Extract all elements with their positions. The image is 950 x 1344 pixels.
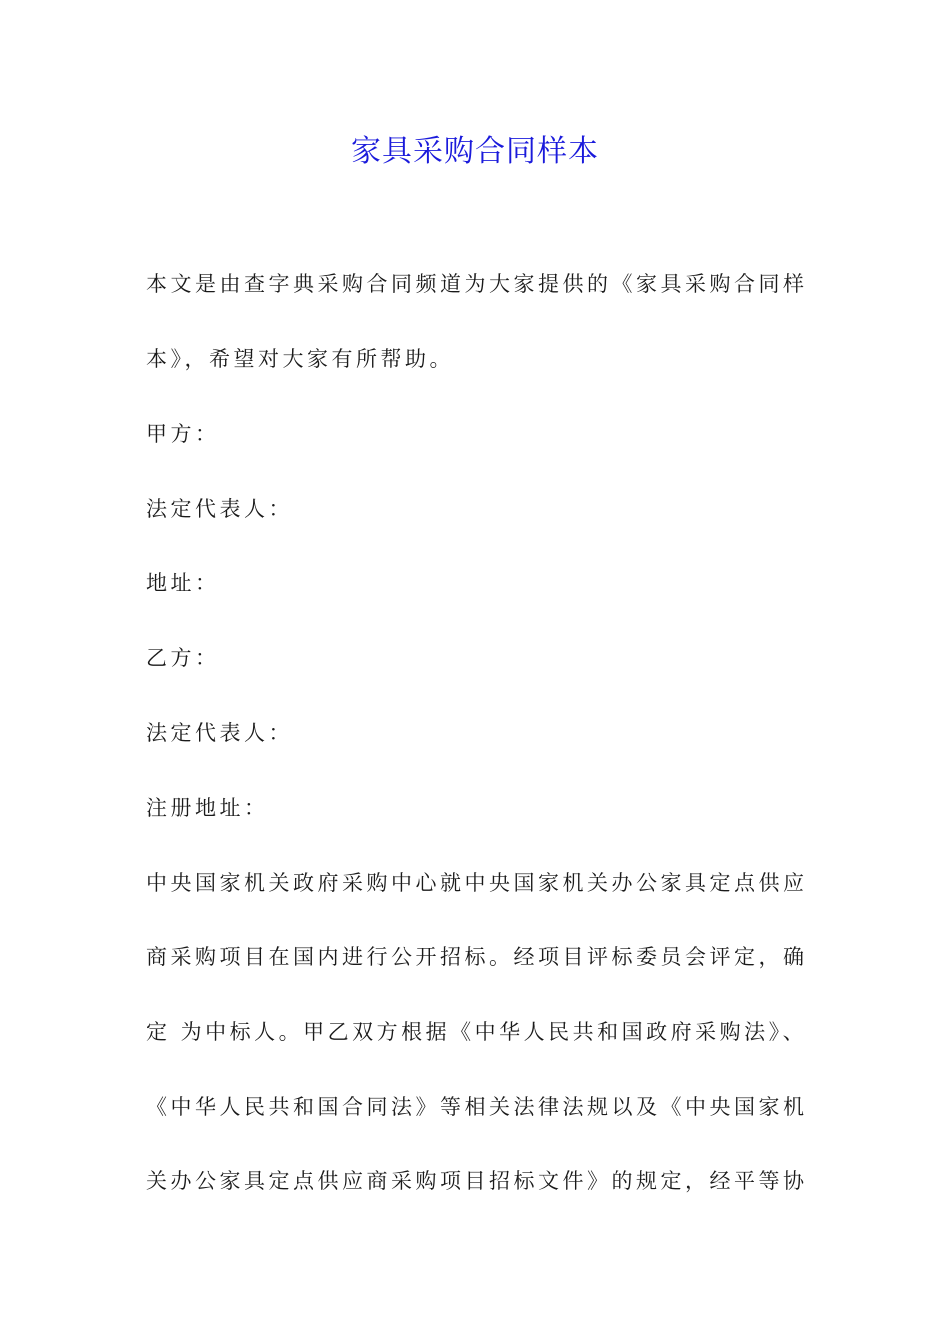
party-a-address-label: 地址：	[146, 571, 220, 595]
intro-line-1: 本文是由查字典采购合同频道为大家提供的《家具采购合同样	[146, 272, 808, 296]
party-a-label: 甲方：	[146, 422, 220, 446]
body-line-2: 商采购项目在国内进行公开招标。经项目评标委员会评定，确	[146, 945, 808, 969]
party-b-representative-label: 法定代表人：	[146, 721, 293, 745]
party-b-registered-address-label: 注册地址：	[146, 796, 269, 820]
party-b-label: 乙方：	[146, 646, 220, 670]
document-title: 家具采购合同样本	[351, 134, 599, 169]
body-line-1: 中央国家机关政府采购中心就中央国家机关办公家具定点供应	[146, 871, 808, 895]
intro-line-2: 本》，希望对大家有所帮助。	[146, 347, 454, 371]
body-line-4: 《中华人民共和国合同法》等相关法律法规以及《中央国家机	[146, 1095, 808, 1119]
body-line-3: 定 为中标人。甲乙双方根据《中华人民共和国政府采购法》、	[146, 1020, 808, 1044]
body-line-5: 关办公家具定点供应商采购项目招标文件》的规定，经平等协	[146, 1169, 808, 1193]
party-a-representative-label: 法定代表人：	[146, 497, 293, 521]
